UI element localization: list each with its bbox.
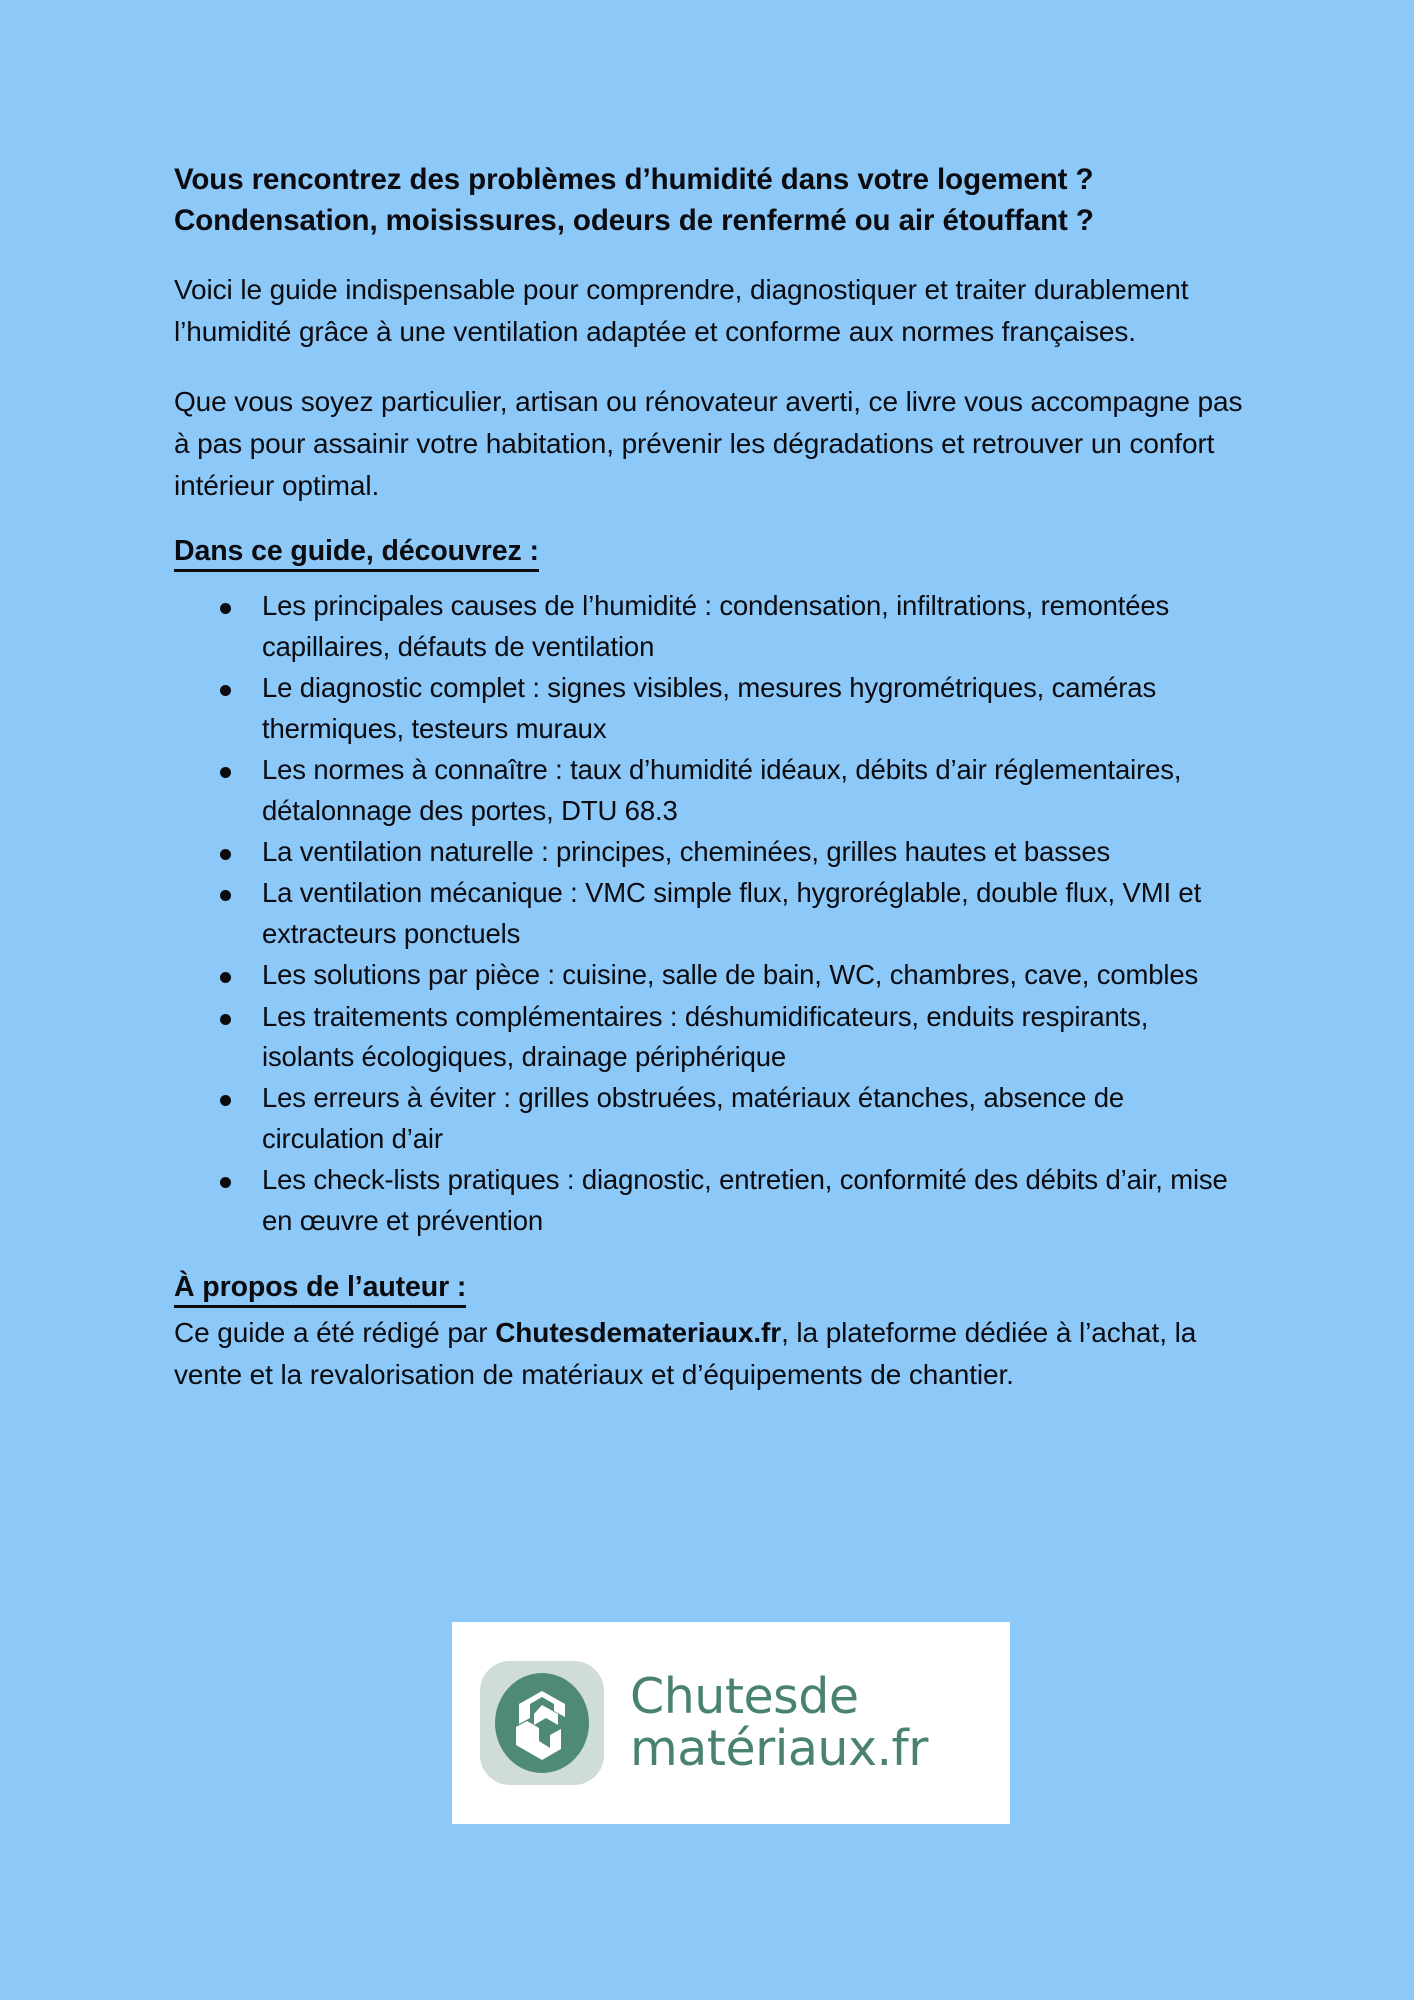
list-item: Le diagnostic complet : signes visibles, mesures hygrométriques, caméras thermiques, testeurs muraux <box>174 668 1244 749</box>
author-section-heading-text: À propos de l’auteur : <box>174 1271 466 1308</box>
brand-name: Chutesdemateriaux.fr <box>495 1317 782 1349</box>
intro-paragraph-1: Voici le guide indispensable pour comprendre, diagnostiquer et traiter durablement l’humidité grâce à une ventilation adaptée et conforme aux normes françaises. <box>174 274 1189 348</box>
list-item: Les solutions par pièce : cuisine, salle de bain, WC, chambres, cave, combles <box>174 955 1244 995</box>
document-content <box>174 160 1244 1396</box>
headline-line-1: Vous rencontrez des problèmes d’humidité dans votre logement ? <box>174 163 1094 196</box>
author-text-before-brand: Ce guide a été rédigé par <box>174 1317 496 1349</box>
brand-wordmark-line-2: matériaux.fr <box>630 1720 928 1777</box>
intro-paragraph-2: Que vous soyez particulier, artisan ou rénovateur averti, ce livre vous accompagne pas à pas pour assainir votre habitation, prévenir les dégradations et retrouver un confort intérieur optimal. <box>174 386 1243 502</box>
guide-section-heading <box>174 535 1244 572</box>
list-item: Les traitements complémentaires : déshumidificateurs, enduits respirants, isolants écologiques, drainage périphérique <box>174 997 1244 1078</box>
brand-logo-card <box>452 1622 1010 1824</box>
list-item: Les erreurs à éviter : grilles obstruées, matériaux étanches, absence de circulation d’air <box>174 1078 1244 1159</box>
author-text-after-brand: , la plateforme dédiée à l’achat, la vente et la revalorisation de matériaux et d’équipements de chantier. <box>174 1317 1197 1391</box>
author-section <box>174 1271 1244 1396</box>
list-item: Les check-lists pratiques : diagnostic, entretien, conformité des débits d’air, mise en œuvre et prévention <box>174 1160 1244 1241</box>
guide-section-heading-text: Dans ce guide, découvrez : <box>174 535 539 572</box>
author-description <box>174 1312 1244 1396</box>
brand-wordmark-line-1: Chutesde <box>630 1668 859 1726</box>
list-item: Les principales causes de l’humidité : condensation, infiltrations, remontées capillaires, défauts de ventilation <box>174 586 1244 667</box>
page-title <box>174 160 1244 241</box>
list-item: Les normes à connaître : taux d’humidité idéaux, débits d’air réglementaires, détalonnage des portes, DTU 68.3 <box>174 750 1244 831</box>
brand-wordmark <box>630 1668 928 1777</box>
list-item: La ventilation mécanique : VMC simple flux, hygroréglable, double flux, VMI et extracteurs ponctuels <box>174 873 1244 954</box>
author-section-heading <box>174 1271 1244 1308</box>
recycling-hexagon-icon <box>480 1661 604 1785</box>
guide-feature-list <box>174 586 1244 1241</box>
list-item: La ventilation naturelle : principes, cheminées, grilles hautes et basses <box>174 832 1244 872</box>
headline-line-2: Condensation, moisissures, odeurs de renfermé ou air étouffant ? <box>174 203 1094 237</box>
